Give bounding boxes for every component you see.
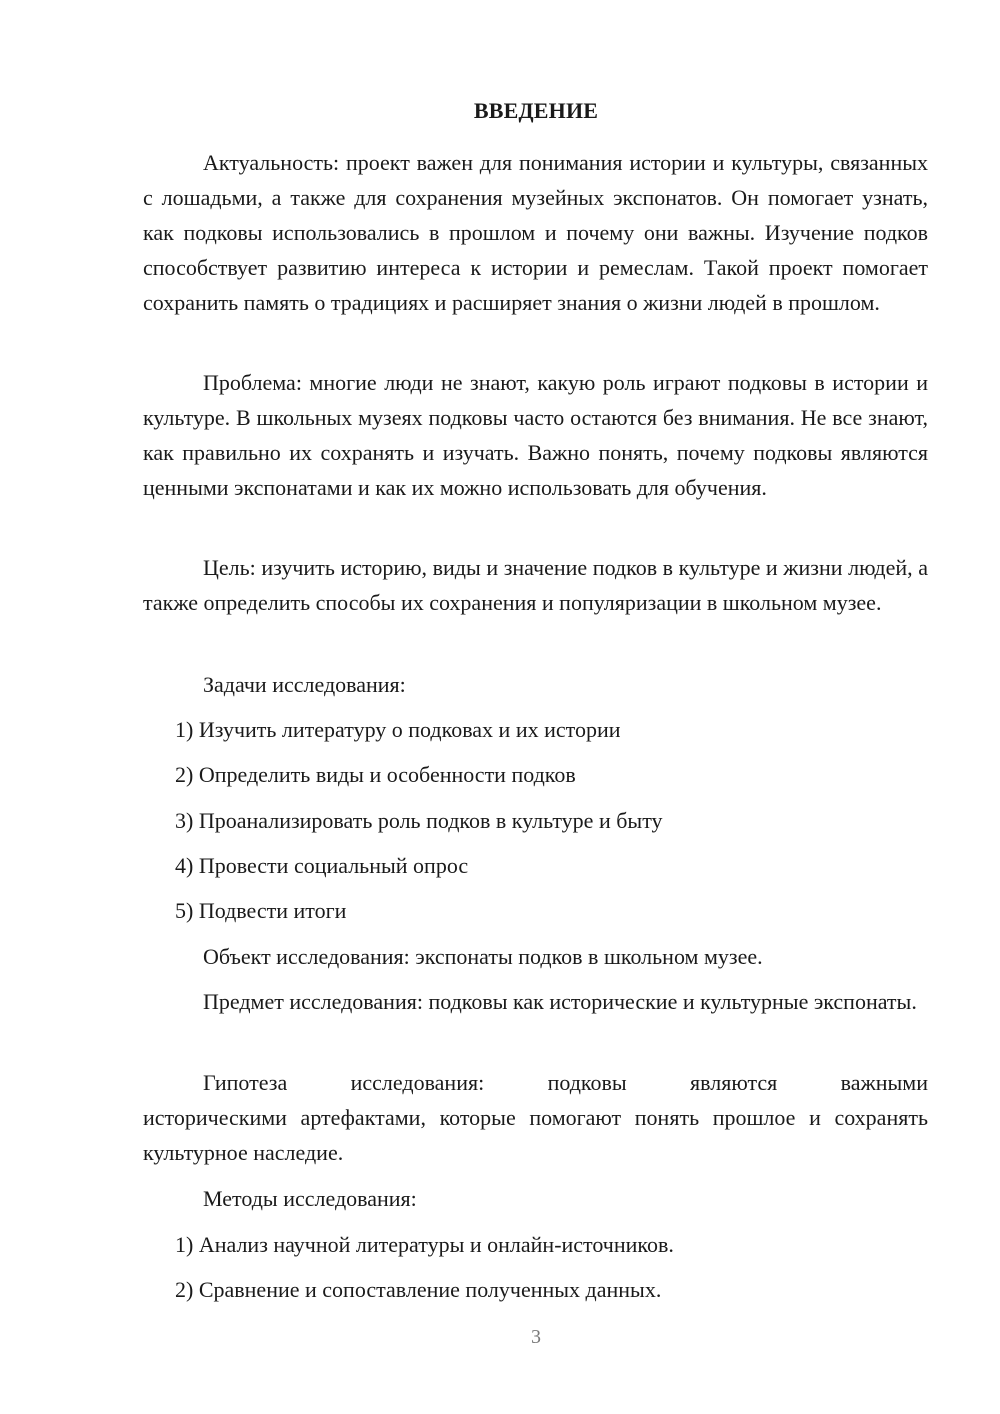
list-item: 2) Сравнение и сопоставление полученных данных. [175,1277,662,1302]
methods-heading: Методы исследования: [203,1186,417,1211]
list-item: 1) Анализ научной литературы и онлайн-источников. [175,1232,674,1257]
tasks-heading: Задачи исследования: [203,672,406,697]
list-item: 3) Проанализировать роль подков в культуре и быту [175,808,663,833]
hypothesis-paragraph [143,1065,928,1170]
list-item: 2) Определить виды и особенности подков [175,762,576,787]
relevance-paragraph: Актуальность: проект важен для понимания истории и культуры, связанных с лошадьми, а также для сохранения музейных экспонатов. Он помогает узнать, как подковы использовались в прошлом и почему они важны. Изучение подков способствует развитию интереса к истории и ремеслам. Такой проект помогает сохранить память о традициях и расширяет знания о жизни людей в прошлом. [143,150,928,315]
list-item: 1) Изучить литературу о подковах и их истории [175,717,621,742]
hypothesis-word: подковы [547,1070,627,1095]
problem-paragraph: Проблема: многие люди не знают, какую роль играют подковы в истории и культуре. В школьных музеях подковы часто остаются без внимания. Не все знают, как правильно их сохранять и изучать. Важно понять, почему подковы являются ценными экспонатами и как их можно использовать для обучения. [143,370,928,500]
object-paragraph: Объект исследования: экспонаты подков в школьном музее. [203,944,763,969]
list-item: 5) Подвести итоги [175,898,347,923]
hypothesis-first-line [143,1065,928,1100]
hypothesis-word: Гипотеза [203,1070,288,1095]
hypothesis-word: являются [690,1070,778,1095]
page-number: 3 [531,1326,541,1348]
list-item: 4) Провести социальный опрос [175,853,469,878]
subject-paragraph: Предмет исследования: подковы как исторические и культурные экспонаты. [203,989,917,1014]
page-title: ВВЕДЕНИЕ [473,98,599,123]
hypothesis-word: важными [840,1070,928,1095]
goal-paragraph: Цель: изучить историю, виды и значение подков в культуре и жизни людей, а также определить способы их сохранения и популяризации в школьном музее. [143,555,928,615]
hypothesis-continuation: историческими артефактами, которые помогают понять прошлое и сохранять культурное наследие. [143,1105,928,1165]
hypothesis-word: исследования: [350,1070,485,1095]
